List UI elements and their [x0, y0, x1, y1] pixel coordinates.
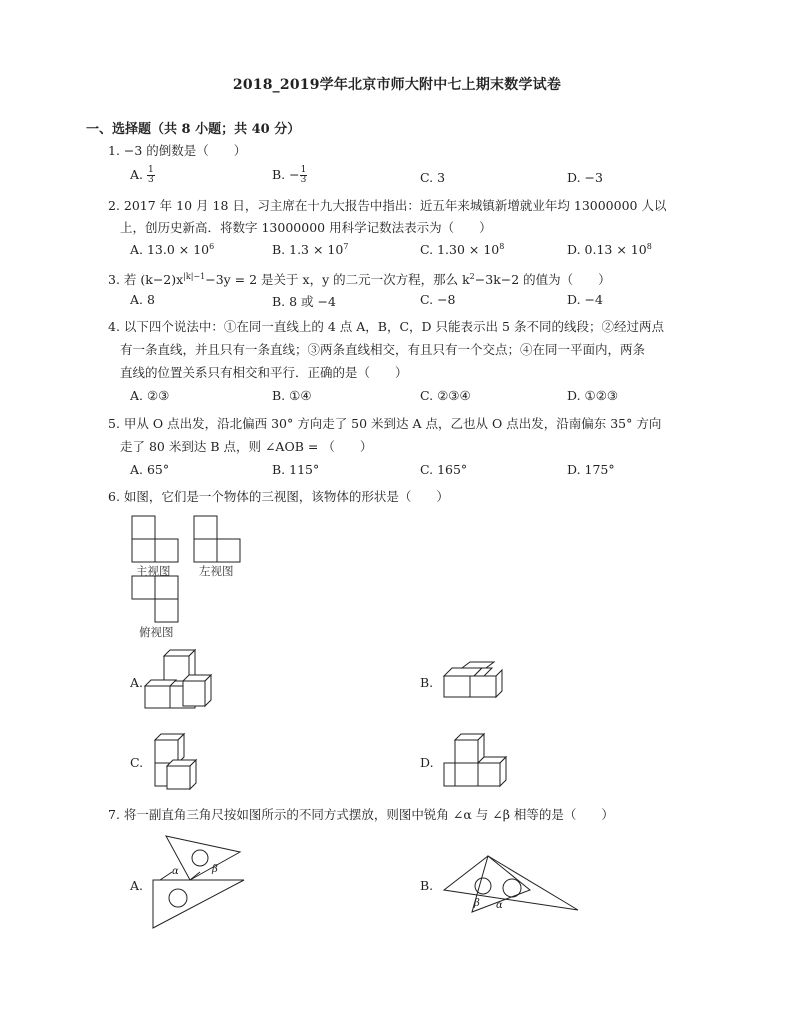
- left-view-label: 左视图: [199, 564, 234, 578]
- q1-option-b[interactable]: [272, 166, 307, 185]
- q6-option-a[interactable]: A.: [130, 675, 144, 690]
- q1-option-a[interactable]: [130, 166, 155, 185]
- question-2-line-2: 上，创历史新高．将数字 13000000 用科学记数法表示为（ ）: [120, 220, 492, 235]
- q6-option-d-figure: [444, 734, 506, 786]
- q1-option-a-fraction: $\frac{1}{3}$: [148, 165, 154, 185]
- question-3-stem: 3. 若 $(k-2)x^{|k|-1}-3y = 2$ 是关于 x，y 的二元一次方程，那么 $k^2-3k-2$ 的值为（ ）: [108, 272, 611, 288]
- question-4-line-1: 4. 以下四个说法中：①在同一直线上的 4 点 A，B，C，D 只能表示出 5 条不同的线段；②经过两点: [108, 319, 664, 334]
- question-6-stem: 6. 如图，它们是一个物体的三视图，该物体的形状是（ ）: [108, 489, 449, 504]
- q3-option-d[interactable]: D. −4: [567, 292, 603, 307]
- q4-option-a[interactable]: A. ②③: [130, 388, 170, 403]
- q2-option-d[interactable]: D. $0.13 \times 10^8$: [567, 242, 652, 258]
- q4-option-d[interactable]: D. ①②③: [567, 388, 619, 403]
- front-view-label: 主视图: [136, 564, 171, 578]
- question-1-stem: 1. −3 的倒数是（ ）: [108, 143, 247, 158]
- section-heading: 一、选择题（共 8 小题；共 40 分）: [86, 122, 301, 137]
- question-4-line-2: 有一条直线，并且只有一条直线；③两条直线相交，有且只有一个交点；④在同一平面内，两条: [120, 342, 646, 357]
- page-title: 2018_2019学年北京市师大附中七上期末数学试卷: [232, 77, 562, 93]
- q5-option-b[interactable]: B. 115°: [272, 462, 320, 477]
- q7-option-a[interactable]: A.: [130, 878, 144, 893]
- q7-b-alpha-label: α: [496, 900, 503, 911]
- q6-option-b-figure: [444, 662, 502, 697]
- q6-option-d[interactable]: D.: [420, 755, 434, 770]
- q7-a-alpha-label: α: [172, 866, 179, 877]
- q1-option-b-label: B. −: [272, 167, 300, 182]
- q1-option-d[interactable]: D. −3: [567, 170, 603, 185]
- top-view-figure: [132, 576, 178, 622]
- question-7-stem: 7. 将一副直角三角尺按如图所示的不同方式摆放，则图中锐角 ∠α 与 ∠β 相等的是（ ）: [108, 807, 614, 822]
- q1-option-a-label: A.: [130, 167, 144, 182]
- question-2-line-1: 2. 2017 年 10 月 18 日，习主席在十九大报告中指出：近五年来城镇新增就业年均 13000000 人以: [108, 198, 667, 213]
- q7-option-a-figure: [153, 836, 244, 928]
- q6-option-b[interactable]: B.: [420, 675, 434, 690]
- q1-option-b-fraction: $\frac{1}{3}$: [300, 165, 307, 185]
- top-view-label: 俯视图: [139, 625, 174, 639]
- q7-a-beta-label: β: [212, 864, 218, 875]
- q5-option-a[interactable]: A. 65°: [130, 462, 170, 477]
- q2-option-c[interactable]: C. $1.30 \times 10^8$: [420, 242, 505, 258]
- question-5-line-2: 走了 80 米到达 B 点，则 ∠AOB = （ ）: [120, 439, 373, 454]
- q4-option-b[interactable]: B. ①④: [272, 388, 312, 403]
- q2-option-a[interactable]: A. $13.0 \times 10^6$: [130, 242, 215, 258]
- q7-option-b-figure: [444, 856, 578, 912]
- q3-option-a[interactable]: A. 8: [130, 292, 155, 307]
- q6-option-c-figure: [155, 734, 196, 789]
- q5-option-d[interactable]: D. 175°: [567, 462, 615, 477]
- q3-option-b[interactable]: B. 8 或 −4: [272, 294, 336, 309]
- q4-option-c[interactable]: C. ②③④: [420, 388, 471, 403]
- left-view-figure: [194, 516, 240, 562]
- front-view-figure: [132, 516, 178, 562]
- q6-option-a-figure: [145, 650, 211, 708]
- question-5-line-1: 5. 甲从 O 点出发，沿北偏西 30° 方向走了 50 米到达 A 点，乙也从 O 点出发，沿南偏东 35° 方向: [108, 416, 662, 431]
- q6-option-c[interactable]: C.: [130, 755, 144, 770]
- q2-option-b[interactable]: B. $1.3 \times 10^7$: [272, 242, 349, 258]
- q7-b-beta-label: β: [474, 898, 480, 909]
- q3-option-c[interactable]: C. −8: [420, 292, 456, 307]
- question-4-line-3: 直线的位置关系只有相交和平行．正确的是（ ）: [120, 365, 408, 380]
- q1-option-c[interactable]: C. 3: [420, 170, 446, 185]
- q7-option-b[interactable]: B.: [420, 878, 434, 893]
- q5-option-c[interactable]: C. 165°: [420, 462, 468, 477]
